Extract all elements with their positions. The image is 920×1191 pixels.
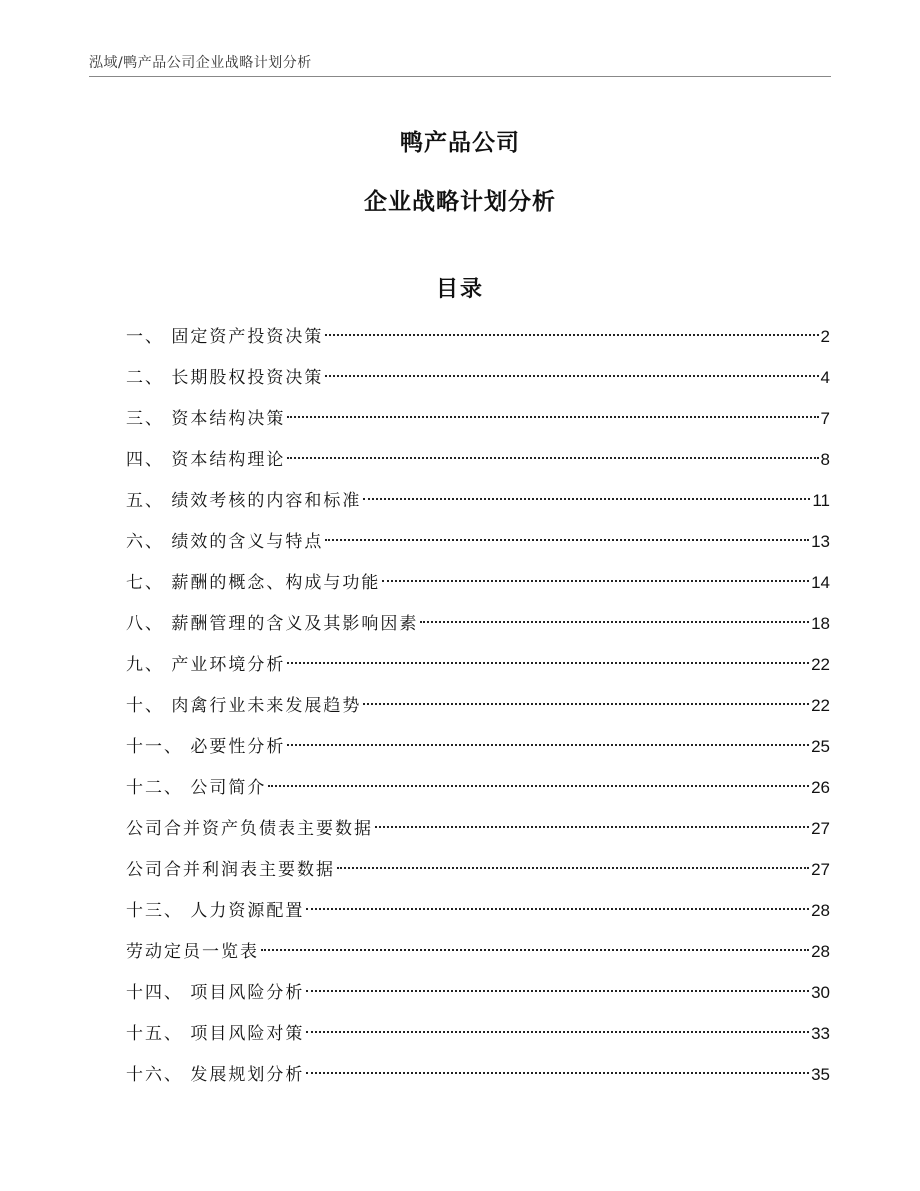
toc-dot-leader xyxy=(261,949,809,951)
toc-entry[interactable] xyxy=(126,691,830,732)
toc-entry-label: 公司合并资产负债表主要数据 xyxy=(126,819,373,839)
toc-entry-page: 14 xyxy=(811,573,830,592)
toc-entry[interactable] xyxy=(126,896,830,937)
document-title-line-1: 鸭产品公司 xyxy=(400,130,520,156)
toc-entry-label: 公司合并利润表主要数据 xyxy=(126,860,335,880)
toc-entry[interactable] xyxy=(126,1019,830,1060)
toc-entry[interactable] xyxy=(126,568,830,609)
toc-heading: 目录 xyxy=(435,277,484,302)
toc-dot-leader xyxy=(306,908,809,910)
toc-entry[interactable] xyxy=(126,814,830,855)
table-of-contents xyxy=(126,322,830,1101)
document-title-line-2: 企业战略计划分析 xyxy=(364,189,556,215)
toc-entry-label: 三、 资本结构决策 xyxy=(126,409,286,429)
toc-entry-label: 八、 薪酬管理的含义及其影响因素 xyxy=(126,614,419,634)
toc-dot-leader xyxy=(306,1072,809,1074)
toc-dot-leader xyxy=(306,990,809,992)
toc-entry[interactable] xyxy=(126,732,830,773)
toc-dot-leader xyxy=(337,867,809,869)
toc-entry-label: 十四、 项目风险分析 xyxy=(126,983,305,1003)
toc-entry-label: 二、 长期股权投资决策 xyxy=(126,368,324,388)
toc-entry[interactable] xyxy=(126,527,830,568)
toc-entry[interactable] xyxy=(126,855,830,896)
toc-entry-page: 35 xyxy=(811,1065,830,1084)
toc-dot-leader xyxy=(363,498,810,500)
toc-entry-page: 11 xyxy=(812,491,830,510)
toc-dot-leader xyxy=(325,334,818,336)
toc-entry[interactable] xyxy=(126,363,830,404)
toc-entry-page: 27 xyxy=(811,819,830,838)
toc-entry-label: 十三、 人力资源配置 xyxy=(126,901,305,921)
toc-dot-leader xyxy=(375,826,809,828)
toc-dot-leader xyxy=(287,662,809,664)
toc-entry-page: 8 xyxy=(820,450,830,469)
toc-entry-page: 4 xyxy=(820,368,830,387)
toc-dot-leader xyxy=(287,744,809,746)
toc-entry[interactable] xyxy=(126,445,830,486)
toc-entry-page: 22 xyxy=(811,696,830,715)
toc-entry-label: 十二、 公司简介 xyxy=(126,778,267,798)
toc-dot-leader xyxy=(382,580,809,582)
toc-dot-leader xyxy=(306,1031,809,1033)
toc-entry-label: 十五、 项目风险对策 xyxy=(126,1024,305,1044)
toc-dot-leader xyxy=(268,785,809,787)
toc-entry-label: 十一、 必要性分析 xyxy=(126,737,286,757)
toc-dot-leader xyxy=(325,375,818,377)
toc-entry-page: 22 xyxy=(811,655,830,674)
toc-entry[interactable] xyxy=(126,1060,830,1101)
toc-entry-label: 九、 产业环境分析 xyxy=(126,655,286,675)
toc-entry-page: 7 xyxy=(820,409,830,428)
toc-entry[interactable] xyxy=(126,773,830,814)
toc-entry-page: 28 xyxy=(811,942,830,961)
toc-entry-label: 十六、 发展规划分析 xyxy=(126,1065,305,1085)
header-divider xyxy=(89,76,831,77)
toc-dot-leader xyxy=(287,416,818,418)
running-header: 泓域/鸭产品公司企业战略计划分析 xyxy=(89,55,312,71)
toc-entry-page: 25 xyxy=(811,737,830,756)
toc-entry-label: 四、 资本结构理论 xyxy=(126,450,286,470)
toc-dot-leader xyxy=(287,457,818,459)
toc-entry-page: 30 xyxy=(811,983,830,1002)
toc-entry[interactable] xyxy=(126,650,830,691)
toc-entry[interactable] xyxy=(126,609,830,650)
toc-entry[interactable] xyxy=(126,486,830,527)
toc-dot-leader xyxy=(325,539,809,541)
toc-dot-leader xyxy=(363,703,809,705)
toc-entry-page: 2 xyxy=(820,327,830,346)
toc-entry[interactable] xyxy=(126,978,830,1019)
toc-entry-page: 18 xyxy=(811,614,830,633)
toc-entry[interactable] xyxy=(126,404,830,445)
toc-entry-page: 13 xyxy=(811,532,830,551)
toc-entry-page: 27 xyxy=(811,860,830,879)
toc-entry-label: 六、 绩效的含义与特点 xyxy=(126,532,324,552)
toc-entry-label: 七、 薪酬的概念、构成与功能 xyxy=(126,573,381,593)
toc-entry-page: 28 xyxy=(811,901,830,920)
toc-entry-page: 33 xyxy=(811,1024,830,1043)
toc-dot-leader xyxy=(420,621,809,623)
toc-entry-label: 一、 固定资产投资决策 xyxy=(126,327,324,347)
toc-entry-label: 十、 肉禽行业未来发展趋势 xyxy=(126,696,362,716)
toc-entry-label: 五、 绩效考核的内容和标准 xyxy=(126,491,362,511)
toc-entry[interactable] xyxy=(126,937,830,978)
toc-entry-label: 劳动定员一览表 xyxy=(126,942,259,962)
toc-entry-page: 26 xyxy=(811,778,830,797)
toc-entry[interactable] xyxy=(126,322,830,363)
